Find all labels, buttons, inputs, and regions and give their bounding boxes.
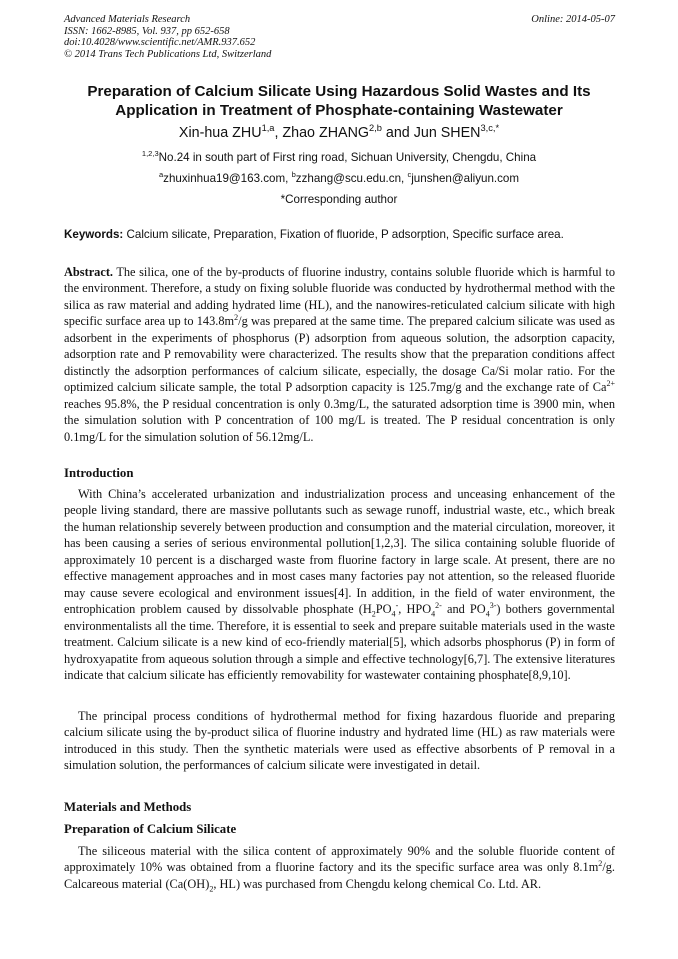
- title-line-2: Application in Treatment of Phosphate-containing Wastewater: [115, 102, 563, 119]
- abstract-sup-1: 2: [234, 313, 239, 323]
- intro-p1-sub-1: 2: [371, 609, 376, 619]
- journal-header: [64, 14, 424, 60]
- methods-p1-text-a: The siliceous material with the silica content of approximately 90% and the soluble fluoride content of approximately 10% was obtained from a fluorine factory and its the specific surface area was only 8.1m: [64, 844, 615, 875]
- intro-p1-text-b: PO: [375, 602, 392, 617]
- paper-title: [64, 82, 614, 120]
- online-date: Online: 2014-05-07: [531, 14, 615, 25]
- issn-line: ISSN: 1662-8985, Vol. 937, pp 652-658: [64, 25, 230, 37]
- abstract-text-3: reaches 95.8%, the P residual concentration is only 0.3mg/L, the saturated adsorption time is 3900 min, when the simulation solution with P concentration of 100 mg/L is treated. The P residual concentration is only 0.1mg/L for the simulation solution of 56.12mg/L.: [64, 396, 615, 444]
- author-sep-1: ,: [274, 125, 283, 141]
- preparation-subheading: Preparation of Calcium Silicate: [64, 822, 237, 836]
- introduction-paragraph-2: The principal process conditions of hydrothermal method for fixing hazardous fluoride and preparing calcium silicate using the by-product silica of fluorine industry and hydrated lime (HL) as raw materials were introduced in this study. Then the synthetic materials were used as effective absorbents of P removal in a simulation solution, the performances of calcium silicate were investigated in detail.: [64, 709, 615, 773]
- intro-p1-text-a: With China’s accelerated urbanization and industrialization process and unceasing enhancement of the people living standard, there are massive pollutants such as sewage runoff, industrial waste, etc., which break the human relationship severely between production and consumption and the material circulation, moreover, it has been causing a series of serious environmental pollution[1,2,3]. The silica containing soluble fluoride of approximately 10 percent is a discharged waste from fluorine factory in large scale. At present, there are no effective management approaches and in most cases many factories pay not attention, so the released fluoride may cause severe ecological and environment issues[4]. In addition, in the field of water environment, the entrophication problem caused by dissolvable phosphate (H: [64, 487, 615, 617]
- author-1: Xin-hua ZHU: [178, 125, 262, 141]
- intro-p1-text-d: and PO: [441, 602, 486, 617]
- affiliation-address: No.24 in south part of First ring road, Sichuan University, Chengdu, China: [158, 151, 537, 164]
- abstract-sup-2: 2+: [606, 379, 615, 389]
- author-2: Zhao ZHANG: [282, 125, 370, 141]
- journal-name: Advanced Materials Research: [64, 14, 191, 25]
- email-sup-a: a: [158, 170, 164, 180]
- email-2: zzhang@scu.edu.cn,: [295, 172, 408, 185]
- intro-p1-sup-3: 2-: [435, 601, 442, 611]
- intro-p1-sup-2: -: [395, 601, 399, 611]
- methods-p1-sup: 2: [598, 859, 603, 869]
- author-list: [64, 124, 614, 142]
- intro-p1-sub-4: 4: [485, 609, 490, 619]
- methods-paragraph-1: [64, 843, 615, 892]
- doi-line: doi:10.4028/www.scientific.net/AMR.937.652: [64, 37, 256, 48]
- abstract-text-2: /g was prepared at the same time. The prepared calcium silicate was used as adsorbent in the experiments of phosphorus (P) adsorption from aqueous solution, the adsorption capacity, adsorption rate and P removability were characterized. The results show that the preparation conditions affect distinctly the adsorption performances of calcium silicate, especially, the dosage Ca/Si molar ratio. For the optimized calcium silicate sample, the total P adsorption capacity is 125.7mg/g and the exchange rate of Ca: [64, 314, 615, 395]
- corresponding-author: *Corresponding author: [280, 193, 398, 206]
- email-3: junshen@aliyun.com: [411, 172, 520, 185]
- intro-p1-sub-2: 4: [391, 609, 396, 619]
- email-sup-c: c: [407, 170, 412, 180]
- affiliation: [64, 151, 614, 165]
- abstract: [64, 264, 615, 445]
- keywords-label: Keywords:: [64, 228, 124, 241]
- keywords-text: Calcium silicate, Preparation, Fixation of fluoride, P adsorption, Specific surface area.: [123, 228, 564, 241]
- author-sep-2: and: [381, 125, 414, 141]
- methods-p1-text-c: , HL) was purchased from Chengdu kelong chemical Co. Ltd. AR.: [213, 876, 542, 891]
- author-2-sup: 2,b: [369, 123, 382, 134]
- email-1: zhuxinhua19@163.com,: [163, 172, 292, 185]
- intro-p1-sub-3: 4: [431, 609, 436, 619]
- author-3-sup: 3,c,*: [480, 123, 500, 134]
- author-3: Jun SHEN: [413, 125, 481, 141]
- affiliation-sup: 1,2,3: [141, 149, 159, 159]
- methods-heading: Materials and Methods: [64, 800, 192, 814]
- methods-p1-sub: 2: [209, 884, 214, 894]
- email-sup-b: b: [291, 170, 296, 180]
- author-1-sup: 1,a: [261, 123, 275, 134]
- intro-p1-sup-4: 3-: [489, 601, 497, 611]
- keywords: [64, 228, 616, 242]
- methods-p1-text-b: /g. Calcareous material (Ca(OH): [64, 860, 615, 891]
- introduction-paragraph-1: [64, 486, 615, 683]
- introduction-heading: Introduction: [64, 466, 134, 480]
- abstract-label: Abstract.: [64, 265, 114, 279]
- email-list: [64, 172, 614, 186]
- intro-p1-text-e: ) bothers governmental environmentalists all the time. Therefore, it is essential to seek and prepare suitable materials used in the waste treatment. Calcium silicate is a new kind of eco-friendly material[5], which adsorbs phosphorus (P) in form of hydroxyapatite from aqueous solution through a simple and effective technology[6,7]. The extensive literatures indicate that calcium silicate has efficiently removability for wastewater containing phosphate[8,9,10].: [64, 602, 615, 682]
- abstract-text-1: The silica, one of the by-products of fluorine industry, contains soluble fluoride which is harmful to the environment. Therefore, a study on fixing soluble fluoride was conducted by hydrothermal method with the silica as raw material and adding hydrated lime (HL), and the nanowires-reticulated calcium silicate with high specific surface area up to 143.8m: [64, 265, 615, 329]
- intro-p1-text-c: , HPO: [398, 602, 432, 617]
- copyright-line: © 2014 Trans Tech Publications Ltd, Switzerland: [64, 48, 272, 60]
- title-line-1: Preparation of Calcium Silicate Using Hazardous Solid Wastes and Its: [87, 83, 591, 100]
